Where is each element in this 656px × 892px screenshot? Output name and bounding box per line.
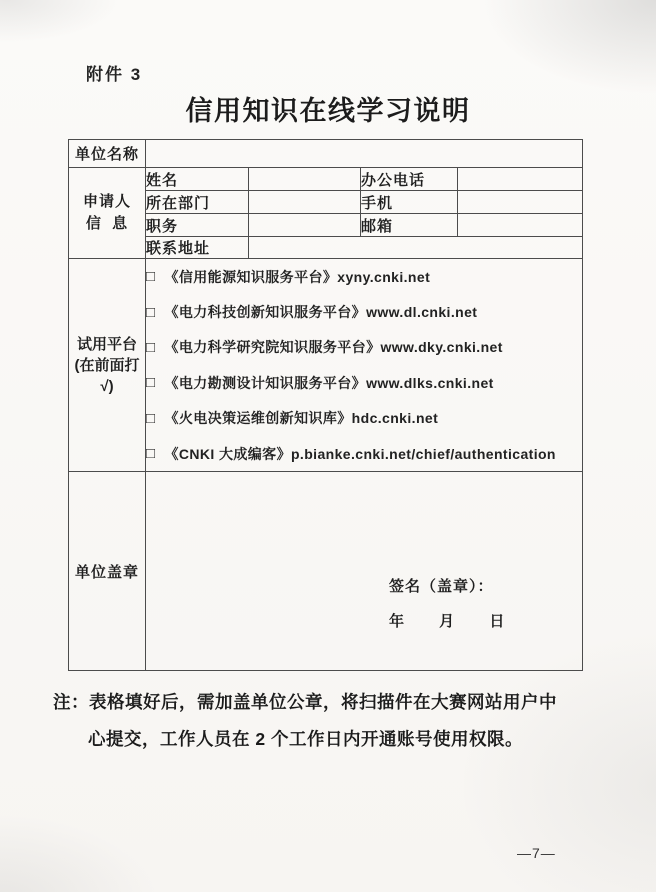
name-label: 姓名 — [146, 168, 249, 191]
checkbox-icon[interactable]: □ — [146, 374, 156, 392]
page-number: —7— — [517, 845, 556, 861]
position-input[interactable] — [249, 214, 361, 237]
trial-option-hdc[interactable] — [146, 401, 582, 436]
trial-option-dlks[interactable] — [146, 365, 582, 400]
note-line2: 心提交，工作人员在 2 个工作日内开通账号使用权限。 — [88, 729, 523, 749]
checkbox-icon[interactable]: □ — [146, 409, 156, 427]
email-input[interactable] — [458, 214, 583, 237]
trial-option-label: 《电力科学研究院知识服务平台》www.dky.cnki.net — [164, 339, 503, 356]
department-label: 所在部门 — [146, 191, 249, 214]
office-phone-input[interactable] — [458, 168, 583, 191]
trial-option-label: 《火电决策运维创新知识库》hdc.cnki.net — [164, 410, 439, 427]
trial-label-line3: √) — [100, 377, 114, 395]
note — [53, 684, 557, 758]
unit-name-row — [69, 140, 583, 168]
date-label: 年 月 日 — [389, 613, 507, 631]
trial-label-line1: 试用平台 — [76, 335, 137, 353]
applicant-label-line1: 申请人 — [82, 193, 131, 210]
checkbox-icon[interactable]: □ — [146, 445, 156, 463]
trial-option-xyny[interactable] — [146, 259, 582, 294]
trial-option-label: 《信用能源知识服务平台》xyny.cnki.net — [164, 268, 431, 285]
checkbox-icon[interactable]: □ — [146, 303, 156, 321]
position-label: 职务 — [146, 214, 249, 237]
trial-label-line2: (在前面打 — [74, 356, 140, 374]
application-form-table — [68, 139, 583, 671]
checkbox-icon[interactable]: □ — [146, 268, 156, 286]
applicant-section-label — [69, 168, 146, 259]
unit-name-label: 单位名称 — [69, 140, 146, 168]
email-label: 邮箱 — [361, 214, 458, 237]
trial-platform-label — [69, 259, 146, 472]
trial-option-label: 《电力科技创新知识服务平台》www.dl.cnki.net — [164, 304, 478, 321]
address-label: 联系地址 — [146, 237, 249, 259]
trial-option-label: 《电力勘测设计知识服务平台》www.dlks.cnki.net — [164, 374, 494, 391]
applicant-row-department — [69, 191, 583, 214]
signature-label: 签名（盖章）： — [389, 578, 494, 596]
office-phone-label: 办公电话 — [361, 168, 458, 191]
checkbox-icon[interactable]: □ — [146, 338, 156, 356]
trial-options-cell — [146, 259, 583, 472]
trial-option-dky[interactable] — [146, 330, 582, 365]
seal-area[interactable] — [146, 472, 583, 671]
applicant-label-line2: 信 息 — [85, 215, 129, 232]
note-line1: 注：表格填好后，需加盖单位公章，将扫描件在大赛网站用户中 — [53, 692, 557, 712]
trial-platform-row — [69, 259, 583, 472]
signature-block — [389, 575, 506, 631]
unit-seal-label: 单位盖章 — [69, 472, 146, 671]
applicant-row-name — [69, 168, 583, 191]
unit-name-input[interactable] — [146, 140, 583, 168]
applicant-row-position — [69, 214, 583, 237]
attachment-label: 附件 3 — [86, 65, 143, 84]
name-input[interactable] — [249, 168, 361, 191]
trial-option-label: 《CNKI 大成编客》p.bianke.cnki.net/chief/authentication — [164, 445, 556, 462]
trial-option-bianke[interactable] — [146, 436, 582, 471]
trial-option-dl[interactable] — [146, 294, 582, 329]
address-input[interactable] — [249, 237, 583, 259]
unit-seal-row — [69, 472, 583, 671]
mobile-label: 手机 — [361, 191, 458, 214]
page-title: 信用知识在线学习说明 — [185, 96, 471, 126]
department-input[interactable] — [249, 191, 361, 214]
applicant-row-address — [69, 237, 583, 259]
mobile-input[interactable] — [458, 191, 583, 214]
